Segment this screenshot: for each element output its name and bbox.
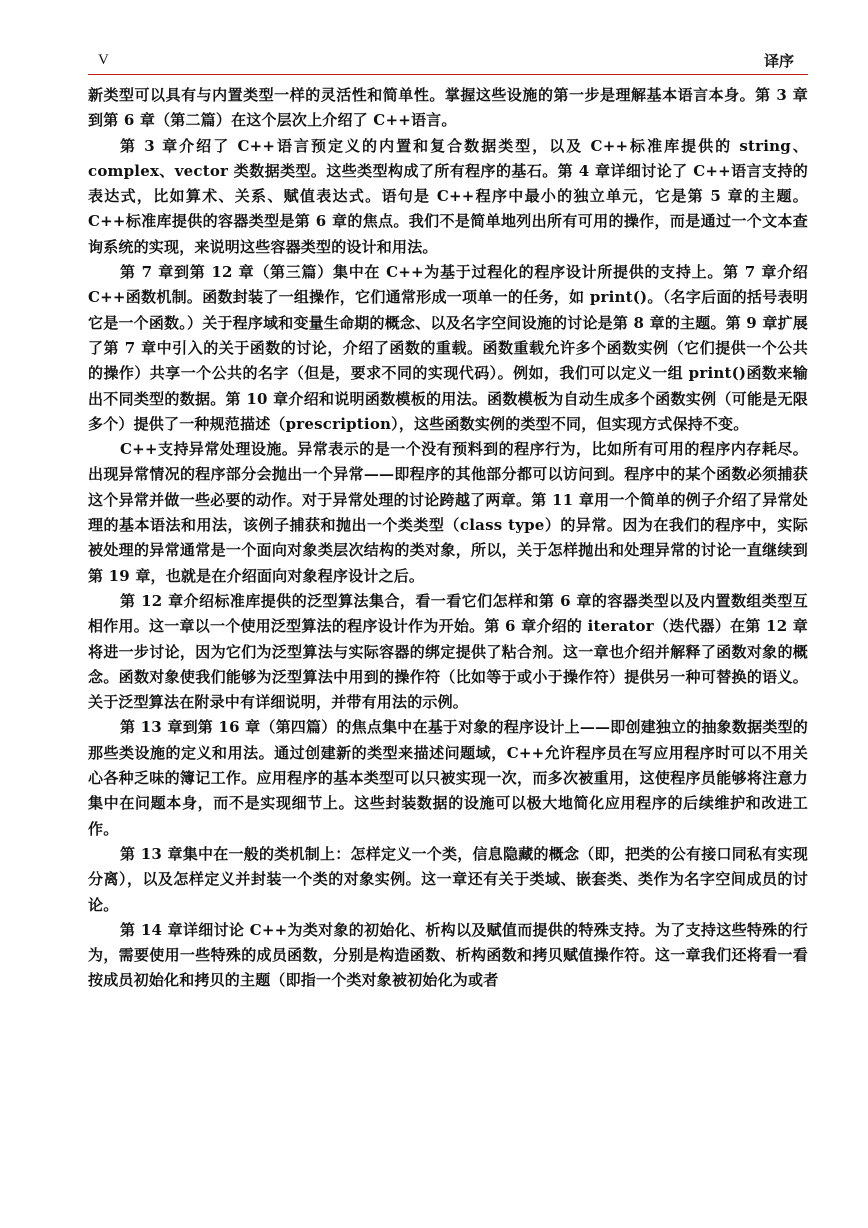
paragraph: 第 13 章到第 16 章（第四篇）的焦点集中在基于对象的程序设计上——即创建独立的抽象数据类型的那些类设施的定义和用法。通过创建新的类型来描述问题域，C++允许程序员在写应用程序时可以不用关心各种乏味的簿记工作。应用程序的基本类型可以只被实现一次，而多次被重用，这使程序员能够将注意力集中在问题本身，而不是实现细节上。这些封装数据的设施可以极大地简化应用程序的后续维护和改进工作。 xyxy=(88,718,808,838)
paragraph: 第 12 章介绍标准库提供的泛型算法集合，看一看它们怎样和第 6 章的容器类型以及内置数组类型互相作用。这一章以一个使用泛型算法的程序设计作为开始。第 6 章介绍的 iterator（迭代器）在第 12 章将进一步讨论，因为它们为泛型算法与实际容器的绑定提供了粘合剂。这一章也介绍并解释了函数对象的概念。函数对象使我们能够为泛型算法中用到的操作符（比如等于或小于操作符）提供另一种可替换的语义。关于泛型算法在附录中有详细说明，并带有用法的示例。 xyxy=(88,591,808,712)
paragraph: 第 13 章集中在一般的类机制上：怎样定义一个类，信息隐藏的概念（即，把类的公有接口同私有实现分离），以及怎样定义并封装一个类的对象实例。这一章还有关于类域、嵌套类、类作为名字空间成员的讨论。 xyxy=(88,844,808,914)
running-head: 译序 xyxy=(763,52,794,70)
page-number: V xyxy=(98,52,109,68)
page-header xyxy=(88,46,808,75)
body-text xyxy=(88,83,808,994)
paragraph: 第 14 章详细讨论 C++为类对象的初始化、析构以及赋值而提供的特殊支持。为了支持这些特殊的行为，需要使用一些特殊的成员函数，分别是构造函数、析构函数和拷贝赋值操作符。这一章我们还将看一看按成员初始化和拷贝的主题（即指一个类对象被初始化为或者 xyxy=(88,920,808,990)
paragraph: 第 7 章到第 12 章（第三篇）集中在 C++为基于过程化的程序设计所提供的支持上。第 7 章介绍 C++函数机制。函数封装了一组操作，它们通常形成一项单一的任务，如 print()。（名字后面的括号表明它是一个函数。）关于程序域和变量生命期的概念、以及名字空间设施的讨论是第 8 章的主题。第 9 章扩展了第 7 章中引入的关于函数的讨论，介绍了函数的重载。函数重载允许多个函数实例（它们提供一个公共的操作）共享一个公共的名字（但是，要求不同的实现代码）。例如，我们可以定义一组 print()函数来输出不同类型的数据。第 10 章介绍和说明函数模板的用法。函数模板为自动生成多个函数实例（可能是无限多个）提供了一种规范描述（prescription），这些函数实例的类型不同，但实现方式保持不变。 xyxy=(88,263,808,433)
paragraph: 新类型可以具有与内置类型一样的灵活性和简单性。掌握这些设施的第一步是理解基本语言本身。第 3 章到第 6 章（第二篇）在这个层次上介绍了 C++语言。 xyxy=(88,86,808,130)
paragraph: C++支持异常处理设施。异常表示的是一个没有预料到的程序行为，比如所有可用的程序内存耗尽。出现异常情况的程序部分会抛出一个异常——即程序的其他部分都可以访问到。程序中的某个函数必须捕获这个异常并做一些必要的动作。对于异常处理的讨论跨越了两章。第 11 章用一个简单的例子介绍了异常处理的基本语法和用法，该例子捕获和抛出一个类类型（class type）的异常。因为在我们的程序中，实际被处理的异常通常是一个面向对象类层次结构的类对象，所以，关于怎样抛出和处理异常的讨论一直继续到第 19 章，也就是在介绍面向对象程序设计之后。 xyxy=(88,440,808,585)
paragraph: 第 3 章介绍了 C++语言预定义的内置和复合数据类型，以及 C++标准库提供的 string、complex、vector 类数据类型。这些类型构成了所有程序的基石。第 4 章详细讨论了 C++语言支持的表达式，比如算术、关系、赋值表达式。语句是 C++程序中最小的独立单元，它是第 5 章的主题。C++标准库提供的容器类型是第 6 章的焦点。我们不是简单地列出所有可用的操作，而是通过一个文本查询系统的实现，来说明这些容器类型的设计和用法。 xyxy=(88,136,808,256)
